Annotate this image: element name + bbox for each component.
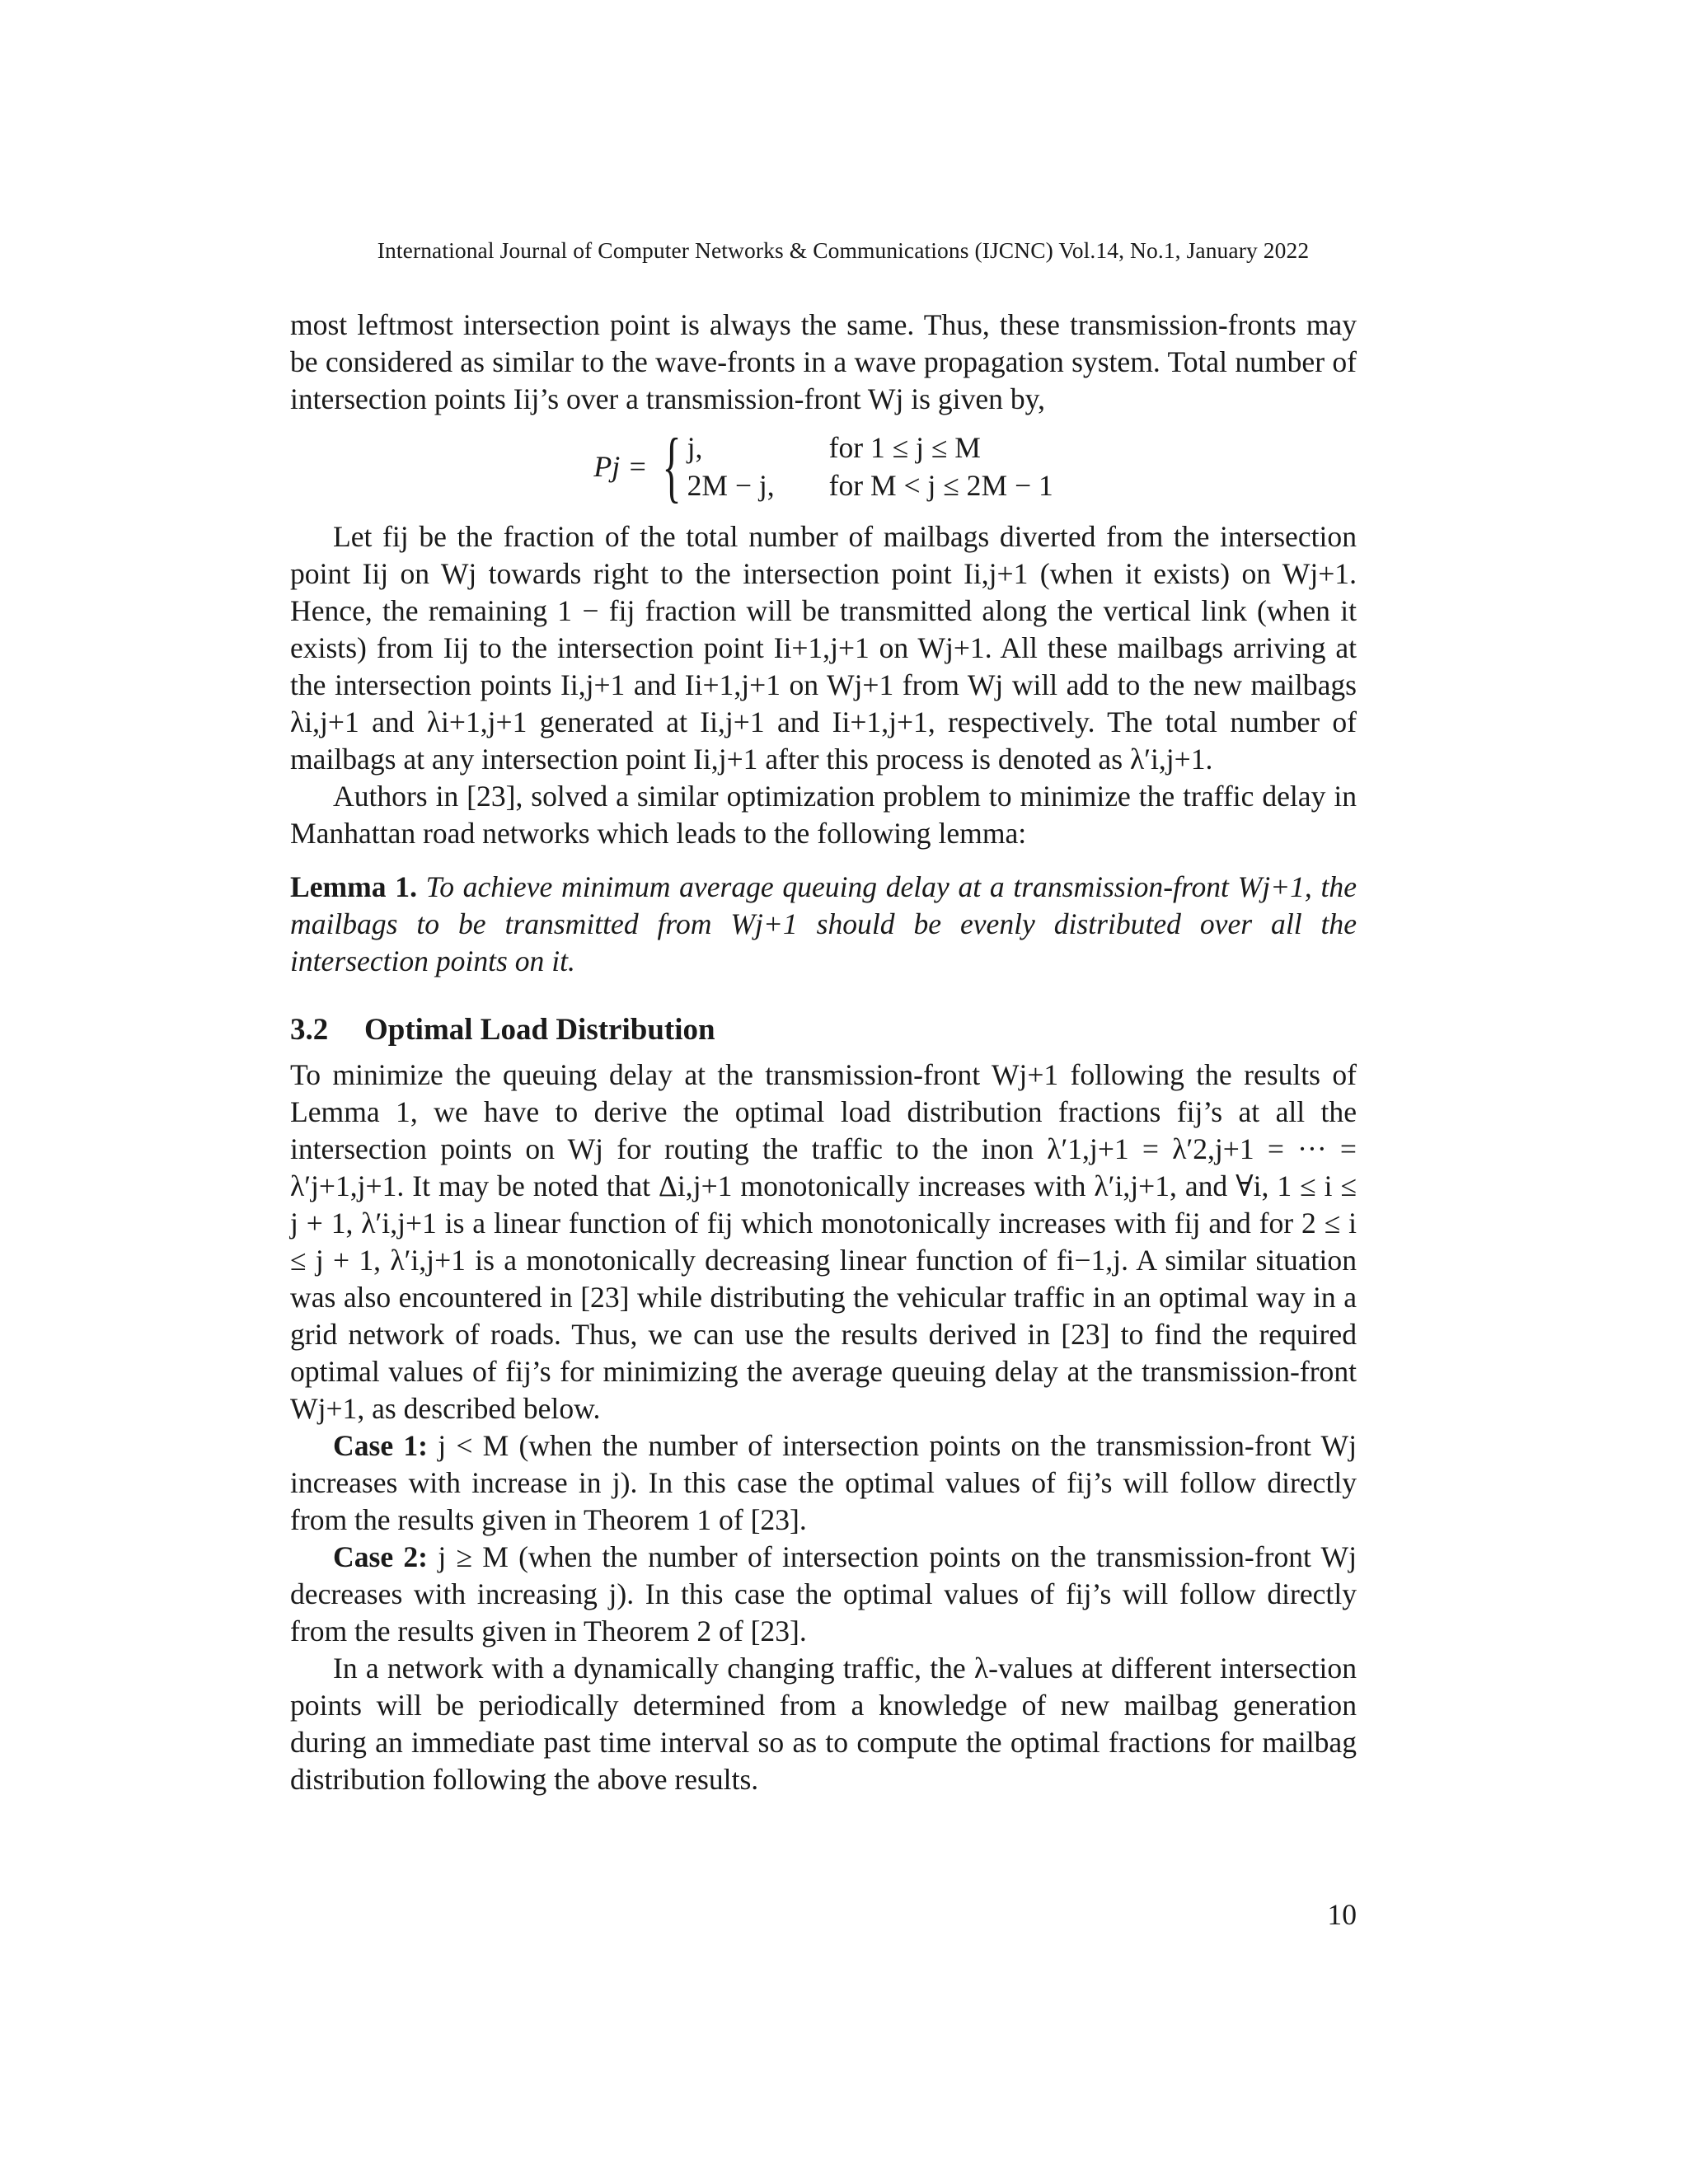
case2-text: j ≥ M (when the number of intersection points on the transmission-front Wj decreases with increasing j). In this case the optimal values of fij’s will follow directly from the results given in Theorem 2 of [23]. (290, 1540, 1357, 1647)
case1-condition: for 1 ≤ j ≤ M (828, 431, 981, 464)
lemma-body: To achieve minimum average queuing delay at a transmission-front Wj+1, the mailbags to be transmitted from Wj+1 should be evenly distributed over all the intersection points on it. (290, 870, 1357, 977)
section-title: Optimal Load Distribution (364, 1013, 715, 1047)
case2-value: 2M − j, (687, 469, 775, 502)
section-number: 3.2 (290, 1013, 329, 1047)
section-heading (290, 1011, 1357, 1048)
paragraph-intro: most leftmost intersection point is always the same. Thus, these transmission-fronts may be considered as similar to the wave-fronts in a wave propagation system. Total number of intersection points Iij’s over a transmission-front Wj is given by, (290, 308, 1357, 415)
page-number: 10 (1327, 1898, 1357, 1931)
case2-label: Case 2: (333, 1540, 429, 1573)
case-1 (290, 1427, 1357, 1539)
case1-value: j, (687, 431, 703, 464)
paragraph-dynamic-traffic: In a network with a dynamically changing traffic, the λ-values at different intersection points will be periodically determined from a knowledge of new mailbag generation during an immediate past time interval so as to compute the optimal fractions for mailbag distribution following the above results. (290, 1652, 1357, 1796)
body-content (290, 307, 1357, 1798)
lemma-label: Lemma 1. (290, 870, 417, 903)
paragraph-fij: Let fij be the fraction of the total number of mailbags diverted from the intersection point Iij on Wj towards right to the intersection point Ii,j+1 (when it exists) on Wj+1. Hence, the remaining 1 − fij fraction will be transmitted along the vertical link (when it exists) from Iij to the intersection point Ii+1,j+1 on Wj+1. All these mailbags arriving at the intersection points Ii,j+1 and Ii+1,j+1 on Wj+1 from Wj will add to the new mailbags λi,j+1 and λi+1,j+1 generated at Ii,j+1 and Ii+1,j+1, respectively. The total number of mailbags at any intersection point Ii,j+1 after this process is denoted as λ′i,j+1. (290, 520, 1357, 776)
case2-condition: for M < j ≤ 2M − 1 (828, 469, 1053, 502)
case1-label: Case 1: (333, 1429, 428, 1462)
paragraph-minimize: To minimize the queuing delay at the transmission-front Wj+1 following the results of Lemma 1, we have to derive the optimal load distribution fractions fij’s at all the intersection points on Wj for routing the traffic to the inon λ′1,j+1 = λ′2,j+1 = ··· = λ′j+1,j+1. It may be noted that Δi,j+1 monotonically increases with λ′i,j+1, and ∀i, 1 ≤ i ≤ j + 1, λ′i,j+1 is a linear function of fij which monotonically increases with fij and for 2 ≤ i ≤ j + 1, λ′i,j+1 is a monotonically decreasing linear function of fi−1,j. A similar situation was also encountered in [23] while distributing the vehicular traffic in an optimal way in a grid network of roads. Thus, we can use the results derived in [23] to find the required optimal values of fij’s for minimizing the average queuing delay at the transmission-front Wj+1, as described below. (290, 1058, 1357, 1425)
equation-cases (687, 429, 1053, 504)
case1-text: j < M (when the number of intersection points on the transmission-front Wj increases with increase in j). In this case the optimal values of fij’s will follow directly from the results given in Theorem 1 of [23]. (290, 1429, 1357, 1536)
running-header: International Journal of Computer Networks & Communications (IJCNC) Vol.14, No.1, January 2022 (377, 237, 1310, 263)
case-2 (290, 1539, 1357, 1650)
left-brace: { (662, 422, 682, 510)
equation-lhs: Pj = (593, 449, 648, 483)
equation-pj-cases (290, 422, 1357, 510)
paragraph-authors: Authors in [23], solved a similar optimization problem to minimize the traffic delay in Manhattan road networks which leads to the following lemma: (290, 780, 1357, 850)
lemma-1 (290, 869, 1357, 980)
